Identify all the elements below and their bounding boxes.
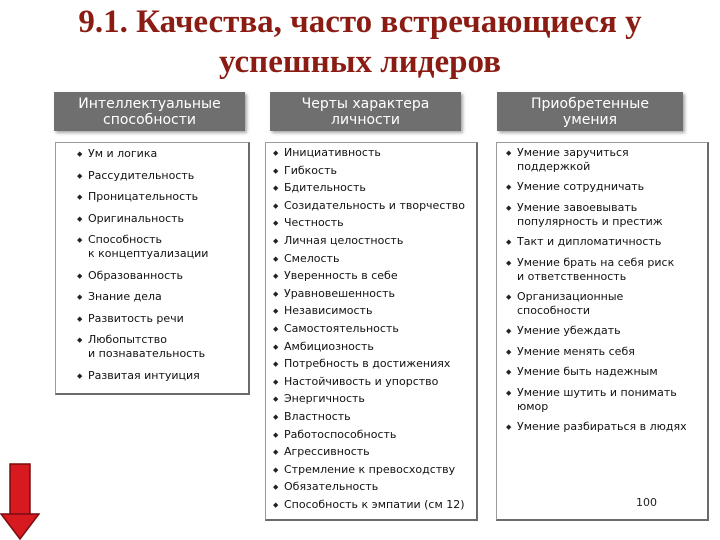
list-item <box>270 445 476 459</box>
list-item <box>270 357 476 371</box>
list-item <box>270 375 476 389</box>
list-item <box>503 420 707 434</box>
list-item-text: Ум и логика <box>88 147 158 160</box>
list-item-text: Бдительность <box>284 181 366 195</box>
list-item-text: Знание дела <box>88 290 162 303</box>
list-item-text: Проницательность <box>88 190 199 203</box>
list-item <box>74 212 248 226</box>
list-item-text: Честность <box>284 216 344 230</box>
list-item <box>503 386 707 414</box>
list-item-text: поддержкой <box>517 160 591 173</box>
list-item <box>270 269 476 283</box>
column-header-intellectual <box>54 92 245 131</box>
list-item-text: Умение брать на себя риск <box>517 255 675 269</box>
list-item-text: Умение шутить и понимать <box>517 385 677 399</box>
list-item <box>503 146 707 174</box>
list-item <box>503 201 707 229</box>
list-item-text: Умение быть надежным <box>517 365 658 379</box>
list-item <box>503 180 707 194</box>
list-item <box>74 190 248 204</box>
column-header-line: Черты характера <box>301 95 430 112</box>
list-item-text: Такт и дипломатичность <box>517 235 662 249</box>
qualities-list-character <box>266 143 476 512</box>
list-item-text: юмор <box>517 399 549 413</box>
list-item <box>74 147 248 161</box>
list-item-text: Гибкость <box>284 163 337 177</box>
list-item-text: Развитость речи <box>88 311 184 325</box>
list-item-text: Агрессивность <box>284 445 370 459</box>
list-item-text: Организационные <box>517 289 624 303</box>
list-item <box>74 269 248 283</box>
list-item <box>503 365 707 379</box>
list-item <box>270 252 476 266</box>
list-item-text: Уравновешенность <box>284 286 395 300</box>
list-item-text: Умение завоевывать <box>517 200 638 214</box>
list-item <box>270 164 476 178</box>
column-header-line: Интеллектуальные <box>78 95 221 112</box>
list-item <box>74 333 248 361</box>
list-item-text: Личная целостность <box>284 233 404 247</box>
list-item <box>74 169 248 183</box>
list-item <box>503 324 707 338</box>
list-item <box>270 181 476 195</box>
column-box-acquired-skills <box>496 142 709 521</box>
list-item <box>74 369 248 383</box>
list-item <box>270 463 476 477</box>
list-item-text: Оригинальность <box>88 211 185 225</box>
list-item <box>270 199 476 213</box>
list-item-text: Умение заручиться <box>517 146 629 159</box>
list-item-text: Амбициозность <box>284 339 374 353</box>
column-header-line: личности <box>331 111 400 128</box>
list-item <box>270 428 476 442</box>
list-item-text: Властность <box>284 409 351 423</box>
list-item <box>270 410 476 424</box>
list-item-text: Самостоятельность <box>284 321 399 335</box>
list-item-text: Умение убеждать <box>517 324 621 338</box>
list-item-text: Независимость <box>284 304 373 318</box>
column-header-acquired-skills <box>497 92 683 131</box>
qualities-list-acquired-skills <box>497 143 707 434</box>
list-item-text: к концептуализации <box>88 247 209 260</box>
list-item-text: Смелость <box>284 251 340 265</box>
list-item-text: Развитая интуиция <box>88 368 200 382</box>
slide-title-line2: успешных лидеров <box>219 44 501 80</box>
list-item <box>503 256 707 284</box>
list-item <box>270 340 476 354</box>
column-box-character <box>265 142 478 521</box>
column-box-intellectual <box>55 142 250 395</box>
qualities-list-intellectual <box>56 143 248 383</box>
page-number: 100 <box>636 496 657 509</box>
list-item-text: Работоспособность <box>284 427 397 441</box>
list-item <box>270 146 476 160</box>
list-item <box>270 304 476 318</box>
list-item-text: Уверенность в себе <box>284 269 398 283</box>
column-header-character <box>270 92 461 131</box>
list-item-text: способности <box>517 303 591 317</box>
list-item-text: и познавательность <box>88 347 206 360</box>
arrow-head <box>1 514 39 539</box>
list-item <box>270 287 476 301</box>
list-item-text: Стремление к превосходству <box>284 462 456 476</box>
list-item <box>74 233 248 261</box>
slide-title <box>0 0 720 82</box>
list-item-text: Настойчивость и упорство <box>284 374 439 388</box>
list-item-text: Умение менять себя <box>517 344 635 358</box>
list-item-text: Потребность в достижениях <box>284 357 451 371</box>
list-item-text: Любопытство <box>88 333 167 346</box>
column-header-line: способности <box>103 111 196 128</box>
list-item-text: Обязательность <box>284 480 379 494</box>
down-arrow-icon <box>0 460 40 540</box>
list-item-text: Созидательность и творчество <box>284 198 465 212</box>
list-item <box>270 480 476 494</box>
list-item-text: и ответственность <box>517 269 627 283</box>
list-item <box>270 216 476 230</box>
list-item <box>74 312 248 326</box>
list-item <box>503 290 707 318</box>
list-item-text: Способность <box>88 233 163 246</box>
list-item-text: Способность к эмпатии (см 12) <box>284 497 465 511</box>
list-item-text: Инициативность <box>284 146 381 159</box>
list-item-text: Рассудительность <box>88 168 195 182</box>
list-item-text: Умение разбираться в людях <box>517 419 687 433</box>
list-item-text: популярность и престиж <box>517 214 663 228</box>
list-item-text: Образованность <box>88 268 184 282</box>
list-item <box>74 290 248 304</box>
list-item <box>503 235 707 249</box>
list-item <box>270 498 476 512</box>
arrow-shaft <box>10 464 30 516</box>
list-item <box>270 392 476 406</box>
list-item <box>270 322 476 336</box>
list-item-text: Энергичность <box>284 392 365 406</box>
list-item <box>503 345 707 359</box>
list-item <box>270 234 476 248</box>
column-header-line: Приобретенные <box>531 95 649 112</box>
slide-title-line1: 9.1. Качества, часто встречающиеся у <box>78 4 642 40</box>
list-item-text: Умение сотрудничать <box>517 180 645 194</box>
column-header-line: умения <box>562 111 618 128</box>
